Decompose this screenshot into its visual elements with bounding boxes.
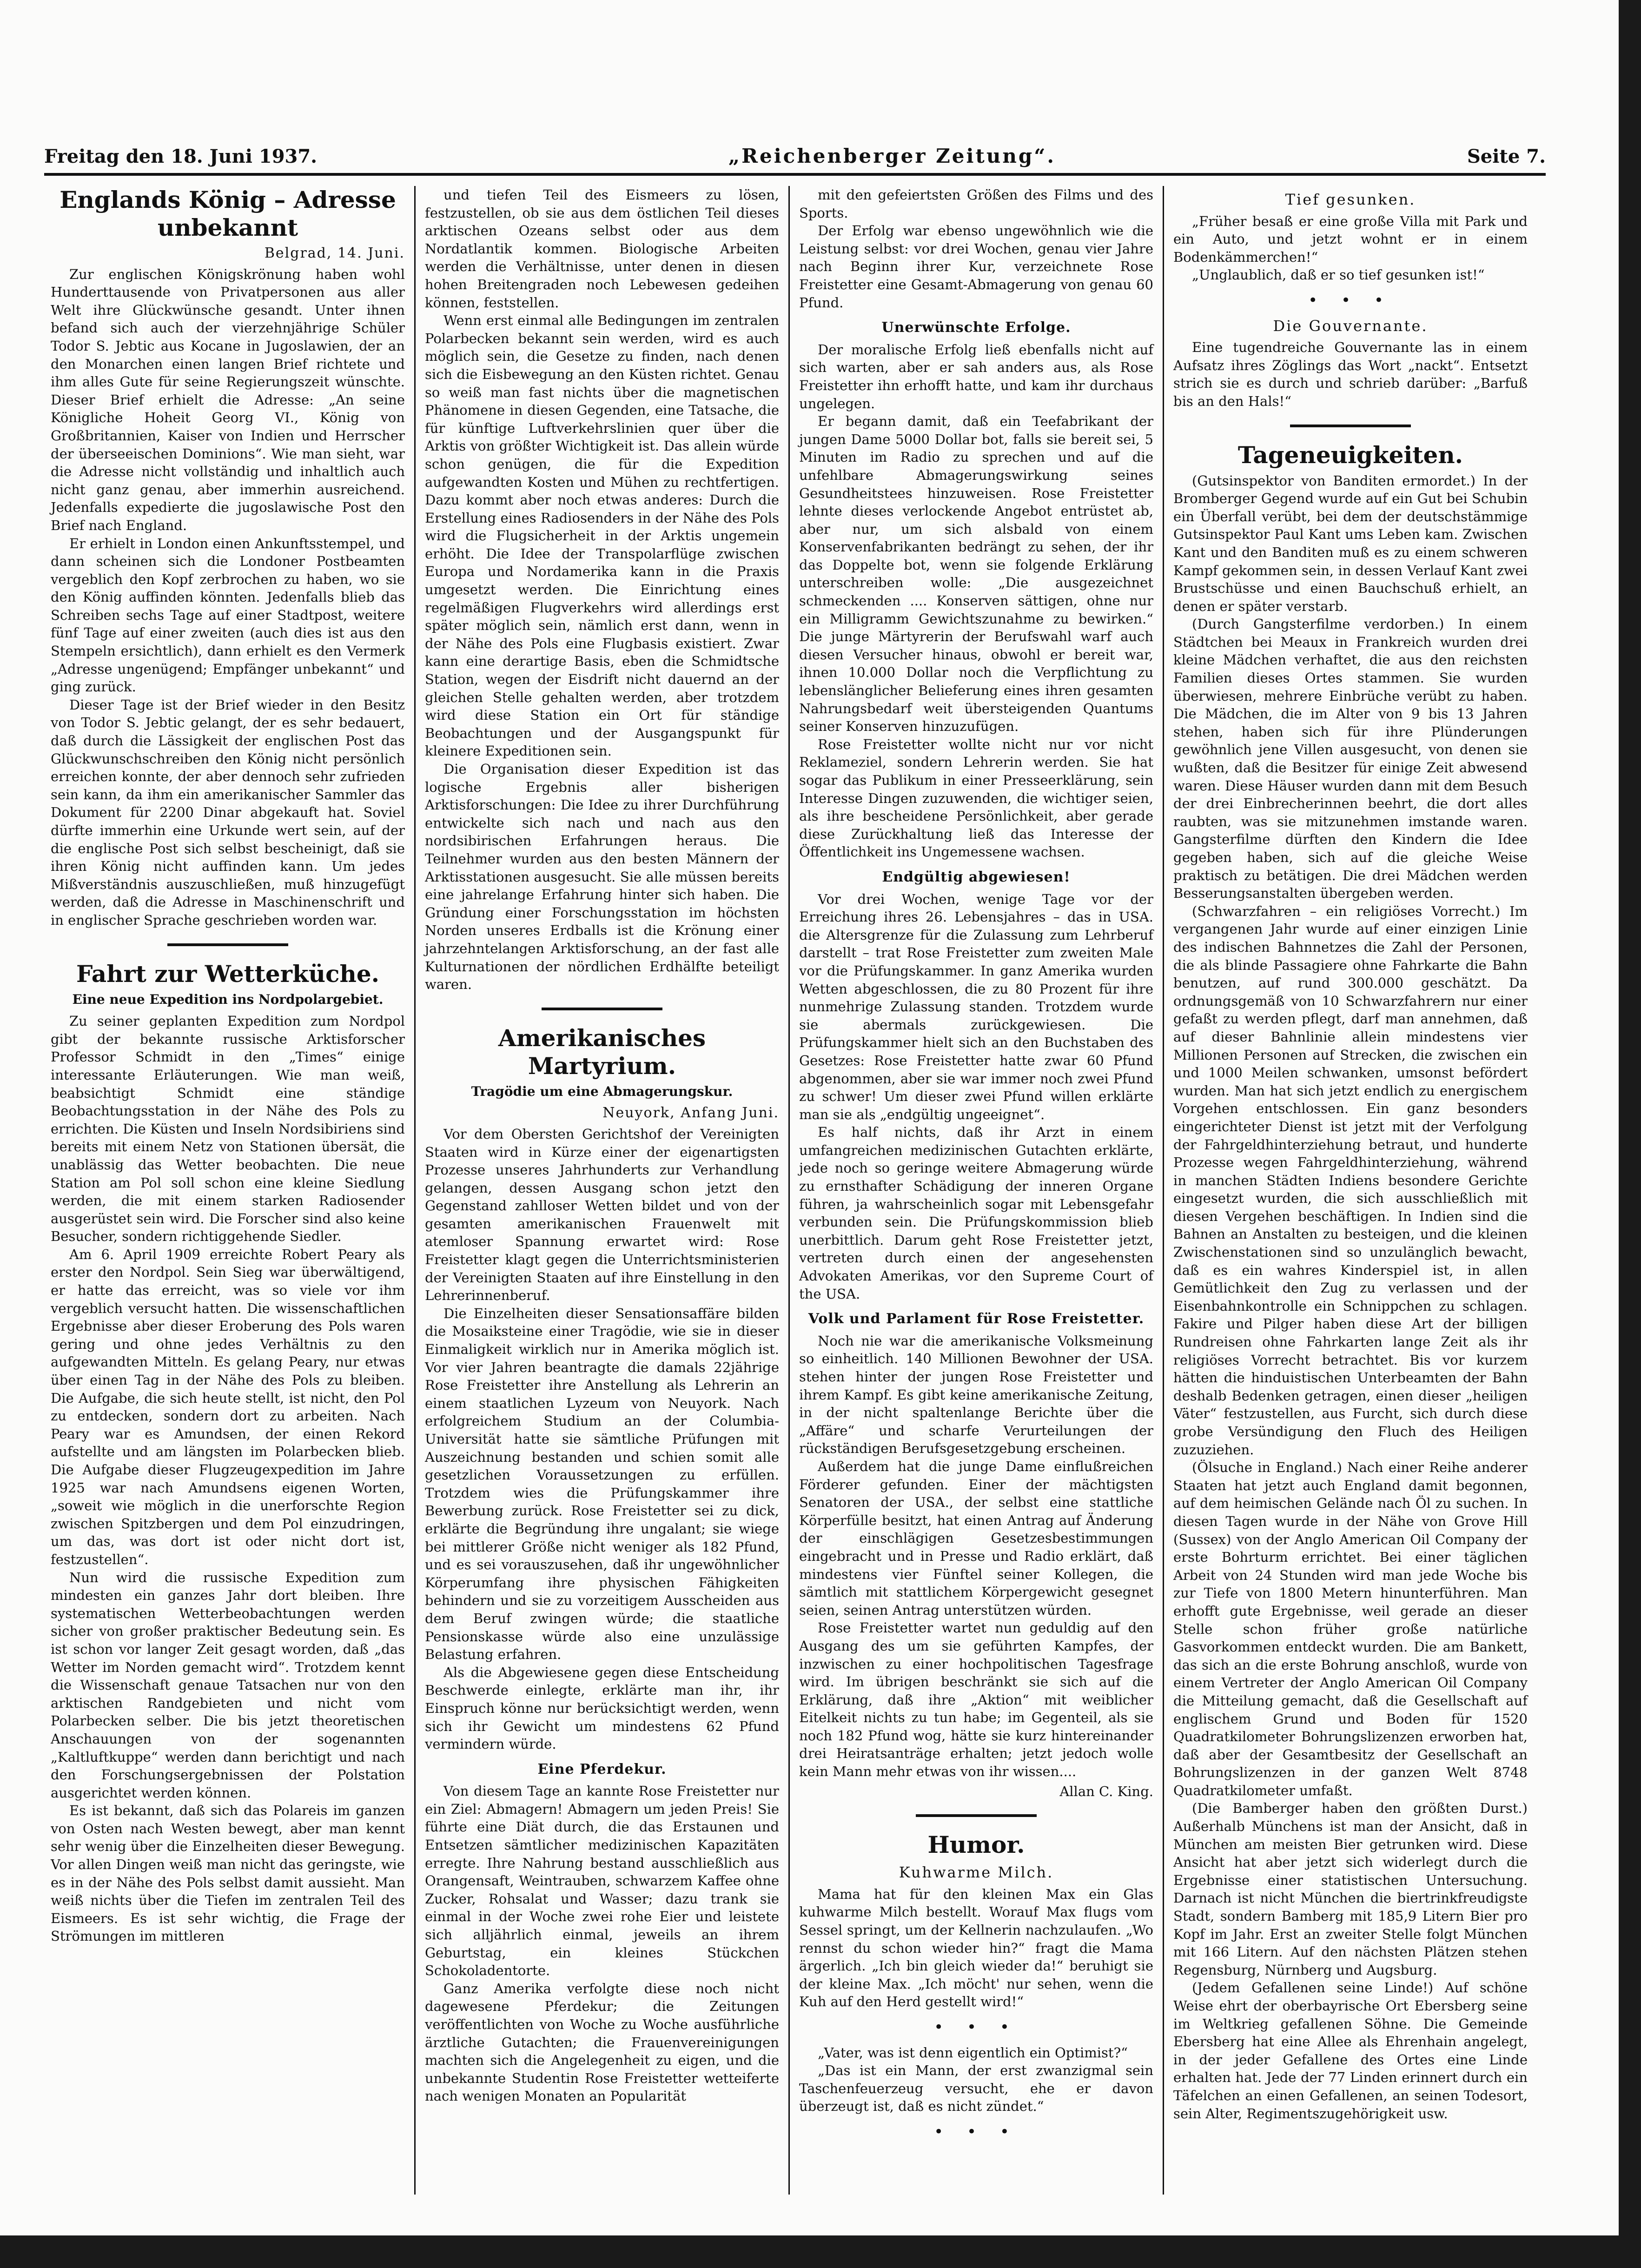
star-divider: • • • bbox=[1308, 291, 1393, 310]
joke-title: Die Gouvernante. bbox=[1273, 317, 1428, 335]
paragraph: Rose Freistetter wollte nicht nur vor nicht Reklameziel, sondern Lehrerin werden. Sie hat sogar das Publikum in einer Presseerklärung, sein Interesse Dingen zuzuwenden, die wichtiger seien, als ihre bescheidene Persönlichkeit, aber gerade diese Zurückhaltung ließ das Interesse der Öffentlichkeit ins Ungemessene wachsen. bbox=[799, 736, 1153, 860]
paragraph: Der Erfolg war ebenso ungewöhnlich wie die Leistung selbst: vor drei Wochen, genau vier Jahre nach Beginn ihrer Kur, verzeichnete Rose Freistetter eine Gesamt-Abmagerung von genau 60 Pfund. bbox=[799, 223, 1153, 311]
paragraph: Er erhielt in London einen Ankunftsstempel, und dann scheinen sich die Londoner Postbeamten vergeblich den Kopf zerbrochen zu haben, wo sie den König auffinden könnten. Jedenfalls blieb das Schreiben sechs Tage auf einer Stadtpost, weitere fünf Tage auf einer zweiten (auch dies ist aus den Stempeln ersichtlich), dann erhielt es den Vermerk „Adresse ungenügend; Empfänger unbekannt“ und ging zurück. bbox=[51, 535, 405, 695]
section-subheading: Endgültig abgewiesen! bbox=[882, 869, 1071, 885]
paragraph: Noch nie war die amerikanische Volksmeinung so einheitlich. 140 Millionen Bewohner der USA. stehen hinter der jungen Rose Freistetter und ihrem Kampf. Es gibt keine amerikanische Zeitung, in der nicht spaltenlange Berichte über die „Affäre“ und scharfe Verurteilungen der rückständigen Berufsgesetzgebung erscheinen. bbox=[799, 1333, 1153, 1457]
column-3 bbox=[793, 186, 1160, 2195]
paragraph: Eine tugendreiche Gouvernante las in einem Aufsatz ihres Zöglings das Wort „nackt“. Entsetzt strich sie es durch und schrieb darüber: „Barfuß bis an den Hals!“ bbox=[1173, 339, 1528, 409]
column-1 bbox=[44, 186, 411, 2195]
paragraph: „Unglaublich, daß er so tief gesunken ist!“ bbox=[1192, 267, 1485, 283]
divider bbox=[1290, 424, 1411, 427]
article-title: Fahrt zur Wetterküche. bbox=[76, 960, 380, 988]
dateline: Belgrad, 14. Juni. bbox=[264, 245, 405, 261]
paragraph: (Jedem Gefallenen seine Linde!) Auf schöne Weise ehrt der oberbayrische Ort Ebersberg seine im Weltkrieg gefallenen Söhne. Die Gemeinde Ebersberg hat eine Allee als Ehrenhain angelegt, in der jeder Gefallene des Ortes eine Linde erhalten hat. Jede der 77 Linden erinnert durch ein Täfelchen an einen Gefallenen, an seinen Todesort, sein Alter, Regimentszugehörigkeit usw. bbox=[1173, 1980, 1528, 2122]
paragraph: (Gutsinspektor von Banditen ermordet.) In der Bromberger Gegend wurde auf ein Gut bei Schubin ein Überfall verübt, bei dem der deutschstämmige Gutsinspektor Paul Kant ums Leben kam. Zwischen Kant und den Banditen muß es zu einem schweren Kampf gekommen sein, in dessen Verlauf Kant zwei Brustschüsse und einen Bauchschuß erhielt, an denen er später verstarb. bbox=[1173, 472, 1528, 614]
paragraph: Zu seiner geplanten Expedition zum Nordpol gibt der bekannte russische Arktisforscher Professor Schmidt in den „Times“ einige interessante Erläuterungen. Wie man weiß, beabsichtigt Schmidt eine ständige Beobachtungsstation in der Nähe des Pols zu errichten. Die Küsten und Inseln Nordsibiriens sind bereits mit einem Netz von Stationen übersät, die unablässig das Wetter beobachten. Die neue Station am Pol soll schon eine kleine Siedlung werden, die mit einem starken Radiosender ausgerüstet sein wird. Die Forscher sind also keine Besucher, sondern richtiggehende Siedler. bbox=[51, 1013, 405, 1245]
column-separator bbox=[788, 186, 790, 2195]
scan-border-right bbox=[1619, 0, 1641, 2268]
column-separator bbox=[414, 186, 416, 2195]
article-title: Amerikanisches Martyrium. bbox=[498, 1024, 706, 1080]
section-subheading: Eine Pferdekur. bbox=[537, 1761, 667, 1777]
paragraph: Am 6. April 1909 erreichte Robert Peary als erster den Nordpol. Sein Sieg war überwältigend, er hatte das erreicht, was so viele vor ihm vergeblich versucht hatten. Die wissenschaftlichen Ergebnisse aber dieser Eroberung des Pols waren gering und ohne jedes Verhältnis zu den aufgewandten Mitteln. Es gelang Peary, nur etwas über einen Tag in der Nähe des Pols zu bleiben. Die Aufgabe, die sich heute stellt, ist nicht, den Pol zu entdecken, sondern dort zu arbeiten. Nach Peary war es Amundsen, der einen Rekord aufstellte und am längsten im Polarbecken blieb. Die Aufgabe dieser Flugzeugexpedition im Jahre 1925 war nach Amundsens eigenen Worten, „soweit wie möglich in die unerforschte Region zwischen Spitzbergen und dem Pol einzudringen, um das, was dort ist oder nicht dort ist, festzustellen“. bbox=[51, 1246, 405, 1567]
section-title: Tageneuigkeiten. bbox=[1237, 441, 1463, 469]
paragraph: und tiefen Teil des Eismeers zu lösen, festzustellen, ob sie aus dem östlichen Teil dieses arktischen Ozeans selbst oder aus dem Nordatlantik kommen. Biologische Arbeiten werden die Verhältnisse, unter denen in diesen hohen Breitengraden noch Lebewesen gedeihen können, feststellen. bbox=[425, 187, 779, 311]
paragraph: Der moralische Erfolg ließ ebenfalls nicht auf sich warten, aber er sah anders aus, als Rose Freistetter ihn erhofft hatte, und kam ihr durchaus ungelegen. bbox=[799, 341, 1153, 411]
paragraph: mit den gefeiertsten Größen des Films und des Sports. bbox=[799, 187, 1153, 221]
paragraph: Mama hat für den kleinen Max ein Glas kuhwarme Milch bestellt. Worauf Max flugs vom Sessel springt, um der Kellnerin nachzulaufen. „Wo rennst du schon wieder hin?“ fragt die Mama ärgerlich. „Ich bin gleich wieder da!“ beruhigt sie der kleine Max. „Ich möcht' nur sehen, wenn die Kuh auf den Herd gestellt wird!“ bbox=[799, 1886, 1153, 2010]
paragraph: Außerdem hat die junge Dame einflußreichen Förderer gefunden. Einer der mächtigsten Senatoren der USA., der selbst eine stattliche Körperfülle besitzt, hat einen Antrag auf Änderung der einschlägigen Gesetzesbestimmungen eingebracht und in Presse und Radio erklärt, daß mindestens vier Fünftel seiner Kollegen, die sämtlich mit stattlichem Körpergewicht gesegnet seien, seinen Antrag unterstützen würden. bbox=[799, 1458, 1153, 1618]
paragraph: Dieser Tage ist der Brief wieder in den Besitz von Todor S. Jebtic gelangt, der es sehr bedauert, daß durch die Lässigkeit der englischen Post das Glückwunschschreiben den König nicht persönlich erreichen konnte, der aber dennoch sehr zufrieden sein kann, da ihm ein amerikanischer Sammler das Dokument für 2200 Dinar abgekauft hat. Soviel dürfte immerhin eine Urkunde wert sein, auf der die englische Post sich selbst bescheinigt, daß sie ihren König nicht auffinden kann. Um jedes Mißverständnis auszuschließen, muß hinzugefügt werden, daß die Adresse in Maschinenschrift und in englischer Sprache geschrieben worden war. bbox=[51, 696, 405, 928]
paragraph: (Ölsuche in England.) Nach einer Reihe anderer Staaten hat jetzt auch England damit begonnen, auf dem heimischen Gelände nach Öl zu suchen. In diesen Tagen wurde in der Nähe von Grove Hill (Sussex) von der Anglo American Oil Company der erste Bohrturm errichtet. Bei einer täglichen Arbeit von 24 Stunden wird man jede Woche bis zur Tiefe von 1800 Metern hinunterführen. Man erhofft gute Ergebnisse, weil gerade an dieser Stelle schon früher große natürliche Gasvorkommen entdeckt wurden. Die am Bankett, das sich an die erste Bohrung anschloß, wurde von einem Vertreter der Anglo American Oil Company die Mitteilung gemacht, daß die Gesellschaft auf englischem Grund und Boden für 1520 Quadratkilometer Bohrungslizenzen erworben hat, daß aber der Gesamtbesitz der Gesellschaft an Bohrungslizenzen in der ganzen Welt 8748 Quadratkilometer umfaßt. bbox=[1173, 1459, 1528, 1798]
header-date: Freitag den 18. Juni 1937. bbox=[44, 146, 318, 167]
paragraph: Vor drei Wochen, wenige Tage vor der Erreichung ihres 26. Lebensjahres – das in USA. die Altersgrenze für die Zulassung zum Lehrberuf darstellt – trat Rose Freistetter zum zweiten Male vor die Prüfungskammer. In ganz Amerika wurden Wetten abgeschlossen, die zu 80 Prozent für ihre nunmehrige Zulassung standen. Trotzdem wurde sie abermals zurückgewiesen. Die Prüfungskammer hielt sich an den Buchstaben des Gesetzes: Rose Freistetter hatte zwar 60 Pfund abgenommen, aber sie war immer noch zwei Pfund zu schwer! Um dieser zwei Pfund willen erklärte man sie als „endgültig ungeeignet“. bbox=[799, 891, 1153, 1122]
paragraph: Rose Freistetter wartet nun geduldig auf den Ausgang des um sie geführten Kampfes, der inzwischen zu einer hochpolitischen Tagesfrage wird. Im übrigen beschränkt sie sich auf die Erklärung, daß ihre „Aktion“ mit weiblicher Eitelkeit nichts zu tun habe; im Gegenteil, als sie noch 182 Pfund wog, hätte sie kurz hintereinander drei Heiratsanträge erhalten; jetzt jedoch wolle kein Mann mehr etwas von ihr wissen.... bbox=[799, 1620, 1153, 1780]
dateline: Neuyork, Anfang Juni. bbox=[602, 1105, 779, 1121]
section-title: Humor. bbox=[927, 1831, 1025, 1859]
star-divider: • • • bbox=[934, 2122, 1019, 2141]
column-separator bbox=[1163, 186, 1164, 2195]
section-subheading: Unerwünschte Erfolge. bbox=[881, 319, 1071, 336]
section-subheading: Volk und Parlament für Rose Freistetter. bbox=[808, 1311, 1145, 1327]
paragraph: (Durch Gangsterfilme verdorben.) In einem Städtchen bei Meaux in Frankreich wurden drei kleine Mädchen verhaftet, die aus den reichsten Familien dieses Ortes stammen. Sie wurden überwiesen, mehrere Einbrüche verübt zu haben. Die Mädchen, die im Alter von 9 bis 13 Jahren stehen, haben sich für ihre Plünderungen gewöhnlich jene Villen ausgesucht, von denen sie wußten, daß die Besitzer für einige Zeit abwesend waren. Diese Häuser wurden dann mit dem Besuch der drei Einbrecherinnen beehrt, die dort alles raubten, was sie mitzunehmen imstande waren. Gangsterfilme dürften den Kindern die Idee gegeben haben, sich auf die gleiche Weise praktisch zu betätigen. Die drei Mädchen werden Besserungsanstalten übergeben werden. bbox=[1173, 616, 1528, 902]
column-2 bbox=[418, 186, 786, 2195]
paragraph: „Das ist ein Mann, der erst zwanzigmal sein Taschenfeuerzeug versucht, ehe er davon überzeugt ist, daß es nicht zündet.“ bbox=[799, 2062, 1153, 2115]
header-rule bbox=[44, 173, 1546, 176]
joke-title: Tief gesunken. bbox=[1285, 191, 1416, 208]
paragraph: (Schwarzfahren – ein religiöses Vorrecht.) Im vergangenen Jahr wurde auf einer einzigen Linie des indischen Bahnnetzes die Zahl der Personen, die als blinde Passagiere ohne Fahrkarte die Bahn benutzen, auf rund 300.000 geschätzt. Da ordnungsgemäß von 10 Schwarzfahrern nur einer gefaßt zu werden pflegt, darf man annehmen, daß auf dieser Bahnlinie allein mindestens vier Millionen Personen auf Strecken, die zwischen ein und 1000 Meilen schwanken, umsonst befördert wurden. Man hat sich jetzt endlich zu energischem Vorgehen entschlossen. Ein ganz besonders eingerichteter Dienst ist jetzt mit der Verfolgung der Fahrgeldhinterziehung betraut, und hunderte Prozesse wegen Fahrgeldhinterziehung, während in manchen Städten Indiens besondere Gerichte eingesetzt wurden, die sich ausschließlich mit diesen Vergehen beschäftigen. In Indien sind die Bahnen an Anstalten zu besteigen, und die kleinen Zwischenstationen sind so unzulänglich bewacht, daß es ein wahres Kinderspiel ist, in allen Gemütlichkeit den Zug zu verlassen und der Eisenbahnkontrolle ein Schnippchen zu schlagen. Fakire und Pilger haben diese Art der billigen Rundreisen ohne Fahrkarten lange Zeit als ihr religiöses Vorrecht betrachtet. Bis vor kurzem hätten die hinduistischen Unterbeamten der Bahn deshalb Bedenken getragen, einen dieser „heiligen Väter“ festzustellen, aus Furcht, sich durch diese grobe Versündigung den Fluch des Heiligen zuzuziehen. bbox=[1173, 903, 1528, 1458]
paragraph: Es half nichts, daß ihr Arzt in einem umfangreichen medizinischen Gutachten erklärte, jede noch so geringe weitere Abmagerung würde zu ernsthafter Schädigung der inneren Organe führen, ja wahrscheinlich sogar mit Lebensgefahr verbunden sein. Die Prüfungskommission blieb unerbittlich. Darum geht Rose Freistetter jetzt, vertreten durch einen der angesehensten Advokaten Amerikas, vor den Supreme Court of the USA. bbox=[799, 1124, 1153, 1302]
columns bbox=[44, 186, 1546, 2195]
paragraph: Es ist bekannt, daß sich das Polareis im ganzen von Osten nach Westen bewegt, aber man kennt sehr wenig über die Einzelheiten dieser Bewegung. Vor allen Dingen weiß man nicht das geringste, wie es in der Nähe des Pols selbst damit aussieht. Man weiß nichts über die Tiefen im zentralen Teil des Eismeers. Es ist sehr wichtig, die Frage der Strömungen im mittleren bbox=[51, 1803, 405, 1944]
paragraph: Zur englischen Königskrönung haben wohl Hunderttausende von Privatpersonen aus aller Welt ihre Glückwünsche gesandt. Unter ihnen befand sich auch der vierzehnjährige Schüler Todor S. Jebtic aus Kocane in Jugoslawien, der an den Monarchen einen langen Brief richtete und ihm alles Gute für seine Regierungszeit wünschte. Dieser Brief erhielt die Adresse: „An seine Königliche Hoheit Georg VI., König von Großbritannien, Kaiser von Indien und Herrscher der überseeischen Dominions“. Wie man sieht, war die Adresse nicht vollständig und inhaltlich auch nicht ganz genau, aber immerhin ausreichend. Jedenfalls expedierte die jugoslawische Post den Brief nach England. bbox=[51, 266, 405, 533]
paragraph: Als die Abgewiesene gegen diese Entscheidung Beschwerde einlegte, erklärte man ihr, ihr Einspruch könne nur berücksichtigt werden, wenn sich ihr Gewicht um mindestens 62 Pfund vermindern würde. bbox=[425, 1664, 779, 1752]
paragraph: Nun wird die russische Expedition zum mindesten ein ganzes Jahr dort bleiben. Ihre systematischen Wetterbeobachtungen werden sicher von großer praktischer Bedeutung sein. Es ist schon vor langer Zeit gesagt worden, daß „das Wetter im Norden gemacht wird“. Trotzdem kennt die Wissenschaft genaue Tatsachen nur von den arktischen Randgebieten und nicht vom Polarbecken selber. Die bis jetzt theoretischen Anschauungen von der sogenannten „Kaltluftkuppe“ werden dann berichtigt und nach den Forschungsergebnissen der Polstation ausgerichtet werden können. bbox=[51, 1569, 405, 1801]
paragraph: Er begann damit, daß ein Teefabrikant der jungen Dame 5000 Dollar bot, falls sie bereit sei, 5 Minuten im Radio zu sprechen und auf die unfehlbare Abmagerungswirkung seines Gesundheitstees hinzuweisen. Rose Freistetter lehnte dieses verlockende Angebot entrüstet ab, aber nur, um sich alsbald von einem Konservenfabrikanten bedrängt zu sehen, der ihr das Doppelte bot, wenn sie folgende Erklärung unterschreiben wolle: „Die ausgezeichnet schmeckenden .... Konserven sättigen, ohne nur ein Milligramm Gewichtszunahme zu bewirken.“ Die junge Märtyrerin der Berufswahl warf auch diesen Versucher hinaus, obwohl er bereit war, ihnen 10.000 Dollar noch die Verpflichtung zu lebenslänglicher Belieferung eines ihren gesamten Nahrungsbedarf weit übersteigenden Quantums seiner Konserven hinzuzufügen. bbox=[799, 413, 1153, 735]
paragraph: Wenn erst einmal alle Bedingungen im zentralen Polarbecken bekannt sein werden, wird es auch möglich sein, die Gesetze zu finden, nach denen sich die Eisbewegung an den Küsten richtet. Genau so weiß man fast nichts über die magnetischen Phänomene in diesen Gegenden, eine Tatsache, die für künftige Luftverkehrslinien quer über die Arktis von größter Wichtigkeit ist. Das allein würde schon genügen, die für die Expedition aufgewandten Kosten und Mühen zu rechtfertigen. Dazu kommt aber noch etwas anderes: Durch die Erstellung eines Radiosenders in der Nähe des Pols wird die Flugsicherheit in der Arktis ungemein erhöht. Die Idee der Transpolarflüge zwischen Europa und Nordamerika kann in die Praxis umgesetzt werden. Die Einrichtung eines regelmäßigen Flugverkehrs wird allerdings erst später möglich sein, nämlich erst dann, wenn in der Nähe des Pols eine Flugbasis existiert. Zwar kann eine derartige Basis, eben die Schmidtsche Station, wegen der Eisdrift nicht dauernd an der gleichen Stelle gehalten werden, aber trotzdem wird diese Station ein Ort für ständige Beobachtungen und der Ausgangspunkt für kleinere Expeditionen sein. bbox=[425, 312, 779, 759]
paragraph: „Früher besaß er eine große Villa mit Park und ein Auto, und jetzt wohnt er in einem Bodenkämmerchen!“ bbox=[1173, 213, 1528, 265]
paragraph: Die Organisation dieser Expedition ist das logische Ergebnis aller bisherigen Arktisforschungen: Die Idee zu ihrer Durchführung entwickelte sich nach und nach aus den nordsibirischen Erfahrungen heraus. Die Teilnehmer wurden aus den besten Männern der Arktisstationen ausgesucht. Sie alle müssen bereits eine jahrelange Erfahrung hinter sich haben. Die Gründung einer Forschungsstation im höchsten Norden unseres Erdballs ist die Krönung einer jahrzehntelangen Arktisforschung, an der fast alle Kulturnationen der nördlichen Erdhälfte beteiligt waren. bbox=[425, 761, 779, 993]
paragraph: Ganz Amerika verfolgte diese noch nicht dagewesene Pferdekur; die Zeitungen veröffentlichten von Woche zu Woche ausführliche ärztliche Gutachten; die Frauenvereinigungen machten sich die Angelegenheit zu eigen, und die unbekannte Studentin Rose Freistetter wetteiferte nach wenigen Monaten an Popularität bbox=[425, 1980, 779, 2104]
page-content bbox=[44, 135, 1546, 2199]
divider bbox=[167, 943, 288, 946]
joke-title: Kuhwarme Milch. bbox=[899, 1863, 1054, 1882]
article-subtitle: Eine neue Expedition ins Nordpolargebiet. bbox=[72, 991, 384, 1007]
article-subtitle: Tragödie um eine Abmagerungskur. bbox=[471, 1083, 733, 1099]
paragraph: „Vater, was ist denn eigentlich ein Optimist?“ bbox=[818, 2044, 1128, 2061]
divider bbox=[916, 1814, 1037, 1817]
article-title: Englands König – Adresse unbekannt bbox=[60, 186, 396, 241]
masthead bbox=[44, 135, 1546, 167]
paragraph: Die Einzelheiten dieser Sensationsaffäre bilden die Mosaiksteine einer Tragödie, wie sie in dieser Einmaligkeit wirklich nur in Amerika möglich ist. Vor vier Jahren beantragte die damals 22jährige Rose Freistetter ihre Anstellung als Lehrerin an einem staatlichen Lyzeum von Neuyork. Nach erfolgreichem Studium an der Columbia-Universität hatte sie sämtliche Prüfungen mit Auszeichnung bestanden und schien somit alle gesetzlichen Voraussetzungen zu erfüllen. Trotzdem wies die Prüfungskammer ihre Bewerbung zurück. Rose Freistetter sei zu dick, erklärte die Begründung ihre ungalant; sie wiege bei mittlerer Größe nicht weniger als 182 Pfund, und es sei vorauszusehen, daß ihr ungewöhnlicher Körperumfang ihre physischen Fähigkeiten behindern und sie zu vorzeitigem Ausscheiden aus dem Beruf zwingen würde; die staatliche Pensionskasse würde also eine unzulässige Belastung erfahren. bbox=[425, 1305, 779, 1663]
paragraph: (Die Bamberger haben den größten Durst.) Außerhalb Münchens ist man der Ansicht, daß in München am meisten Bier getrunken wird. Diese Ansicht hat aber jetzt sich widerlegt durch die Ergebnisse einer statistischen Untersuchung. Darnach ist nicht München die biertrinkfreudigste Stadt, sondern Bamberg mit 185,9 Litern Bier pro Kopf im Jahr. Erst an zweiter Stelle folgt München mit 166 Litern. Auf den nächsten Plätzen stehen Regensburg, Nürnberg und Augsburg. bbox=[1173, 1800, 1528, 1978]
header-page-number: Seite 7. bbox=[1467, 146, 1546, 167]
paragraph: Vor dem Obersten Gerichtshof der Vereinigten Staaten wird in Kürze einer der eigenartigsten Prozesse unseres Jahrhunderts zur Verhandlung gelangen, dessen Ausgang schon jetzt den Gegenstand zahlloser Wetten bildet und von der gesamten amerikanischen Frauenwelt mit atemloser Spannung erwartet wird: Rose Freistetter klagt gegen die Unterrichtsministerien der Vereinigten Staaten auf ihre Einstellung in den Lehrerinnenberuf. bbox=[425, 1126, 779, 1304]
column-4 bbox=[1167, 186, 1534, 2195]
header-paper-name: „Reichenberger Zeitung“. bbox=[728, 145, 1056, 167]
scan-border-bottom bbox=[0, 2235, 1641, 2268]
paragraph: Von diesem Tage an kannte Rose Freistetter nur ein Ziel: Abmagern! Abmagern um jeden Preis! Sie führte eine Diät durch, die das Erstaunen und Entsetzen sämtlicher medizinischen Kapazitäten erregte. Ihre Nahrung bestand ausschließlich aus Orangensaft, Weintrauben, schwarzem Kaffee ohne Zucker, Rohsalat und Wasser; dazu trank sie einmal in der Woche zwei rohe Eier und leistete sich alljährlich einmal, jeweils an ihrem Geburtstag, ein kleines Stückchen Schokoladentorte. bbox=[425, 1783, 779, 1979]
divider bbox=[542, 1008, 662, 1010]
signature: Allan C. King. bbox=[1059, 1783, 1153, 1799]
star-divider: • • • bbox=[934, 2018, 1019, 2036]
